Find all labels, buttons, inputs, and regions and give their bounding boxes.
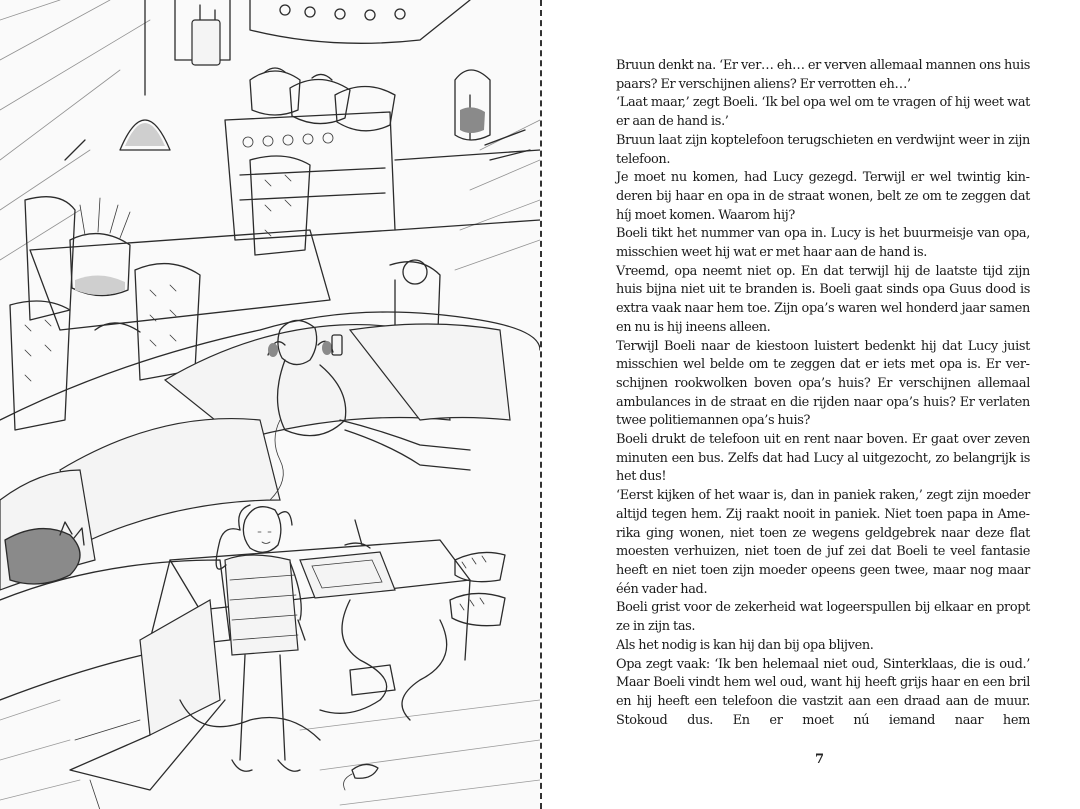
paragraph: Bruun laat zijn koptelefoon terugschieten en verdwijnt weer in zijn telefoon. [616,132,1030,167]
body-text [616,57,1030,730]
paragraph: Terwijl Boeli naar de kiestoon luistert bedenkt hij dat Lucy juist misschien wel belde om te zeggen dat er iets met opa is. Er verschijnen rookwolken boven opa’s huis? Er verschijnen allemaal ambulances in de straat en die rijden naar opa’s huis? Er verlaten twee politiemannen opa’s huis? [616,338,1030,429]
paragraph: Als het nodig is kan hij dan bij opa blijven. [616,637,874,653]
page-number: 7 [815,752,825,767]
paragraph: Bruun denkt na. ‘Er ver… eh… er verven allemaal mannen ons huis paars? Er verschijnen aliens? Er verrotten eh…’ [616,58,1030,92]
text-page [543,0,1080,809]
paragraph: Opa zegt vaak: ‘Ik ben helemaal niet oud, Sinterklaas, die is oud.’ Maar Boeli vindt hem wel oud, want hij heeft grijs haar en een bril en hij heeft een telefoon die vastzit aan een draad aan de muur. Stokoud dus. En er moet nú iemand naar hem [616,656,1030,728]
paragraph: Boeli grist voor de zekerheid wat logeerspullen bij elkaar en propt ze in zijn tas. [616,600,1030,635]
paragraph: ‘Eerst kijken of het waar is, dan in paniek raken,’ zegt zijn moeder altijd tegen hem. Zij raakt nooit in paniek. Niet toen papa in Amerika ging wonen, niet toen ze wegens geldgebrek naar deze flat moesten verhuizen, niet toen de juf zei dat Boeli te veel fantasie heeft en niet toen zijn moeder opeens geen twee, maar nog maar één vader had. [616,488,1030,597]
paragraph: Boeli tikt het nummer van opa in. Lucy is het buurmeisje van opa, misschien weet hij wat er met haar aan de hand is. [616,226,1030,261]
paragraph: Je moet nu komen, had Lucy gezegd. Terwijl er wel twintig kinderen bij haar en opa in de straat wonen, belt ze om te zeggen dat híj moet komen. Waarom hij? [616,170,1030,223]
page-gutter-dashed-line [540,0,542,809]
paragraph: ‘Laat maar,’ zegt Boeli. ‘Ik bel opa wel om te vragen of hij weet wat er aan de hand is.’ [616,95,1030,130]
paragraph: Vreemd, opa neemt niet op. En dat terwijl hij de laatste tijd zijn huis bijna niet uit te branden is. Boeli gaat sinds opa Guus dood is extra vaak naar hem toe. Zijn opa’s waren wel honderd jaar samen en nu is hij ineens alleen. [616,263,1030,335]
paragraph: Boeli drukt de telefoon uit en rent naar boven. Er gaat over zeven minuten een bus. Zelfs dat had Lucy al uitgezocht, zo belangrijk is het dus! [616,432,1030,485]
